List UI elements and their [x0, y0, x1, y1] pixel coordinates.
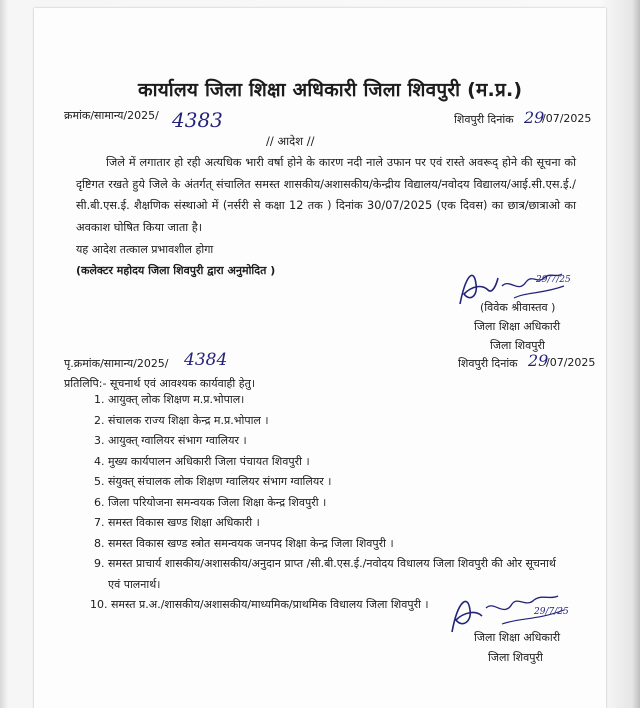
date-day-handwritten: 29 [524, 108, 545, 127]
signatory-name: (विवेक श्रीवास्तव ) [480, 301, 556, 314]
date-label: शिवपुरी दिनांक [454, 113, 514, 126]
order-paragraph: जिले में लगातार हो रही अत्यधिक भारी वर्षा होने के कारण नदी नाले उफान पर एवं रास्ते अवरूद् होने की सूचना को दृष्टिगत रखते हुये जिले के अंतर्गत् संचालित समस्त शासकीय/अशासकीय/केन्द्रीय विद्यालय/नवोदय विद्यालय/आई.सी.एस.ई./सी.बी.एस.ई. शैक्षणिक संस्थाओ में (नर्सरी से कक्षा 12 तक ) दिनांक 30/07/2025 (एक दिवस) का छात्र/छात्राओ का अवकाश घोषित किया जाता है। [76, 156, 576, 234]
date-rest: /07/2025 [542, 112, 592, 125]
list-item: 4. मुख्य कार्यपालन अधिकारी जिला पंचायत शिवपुरी । [94, 455, 310, 468]
list-item: 7. समस्त विकास खण्ड शिक्षा अधिकारी । [94, 516, 260, 529]
signatory-2-designation: जिला शिक्षा अधिकारी [474, 631, 561, 644]
list-item: 10. समस्त प्र.अ./शासकीय/अशासकीय/माध्यमिक/प्राथमिक विधालय जिला शिवपुरी । [90, 598, 429, 611]
list-item: 9. समस्त प्राचार्य शासकीय/अशासकीय/अनुदान प्राप्त /सी.बी.एस.ई./नवोदय विधालय जिला शिवपुरी की ओर सूचनार्थ [94, 557, 556, 570]
signature-date-day-handwritten: 29 [528, 351, 549, 370]
signature-date-rest: /07/2025 [546, 356, 596, 369]
list-item: 1. आयुक्त् लोक शिक्षण म.प्र.भोपाल। [94, 393, 245, 406]
endorsement-ref-prefix: पृ.क्रमांक/सामान्य/2025/ [64, 357, 169, 370]
svg-text:29/7/25: 29/7/25 [534, 607, 569, 617]
office-title: कार्यालय जिला शिक्षा अधिकारी जिला शिवपुरी (म.प्र.) [138, 79, 523, 101]
order-heading: // आदेश // [266, 134, 315, 148]
list-item: 6. जिला परियोजना समन्वयक जिला शिक्षा केन्द्र शिवपुरी । [94, 496, 327, 509]
reference-prefix: क्रमांक/सामान्य/2025/ [64, 109, 159, 122]
approval-line: (कलेक्टर महोदय जिला शिवपुरी द्वारा अनुमोदित ) [76, 264, 276, 277]
list-item: एवं पालनार्थ। [108, 578, 161, 591]
list-item: 2. संचालक राज्य शिक्षा केन्द्र म.प्र.भोपाल । [94, 414, 269, 427]
list-item: 3. आयुक्त् ग्वालियर संभाग ग्वालियर । [94, 434, 247, 447]
signatory-district: जिला शिवपुरी [490, 339, 545, 352]
signature-date-label: शिवपुरी दिनांक [458, 357, 518, 370]
copy-line: प्रतिलिपि:- सूचनार्थ एवं आवश्यक कार्यवाही हेतु। [64, 377, 256, 390]
list-item: 5. संयुक्त् संचालक लोक शिक्षण ग्वालियर संभाग ग्वालियर । [94, 475, 332, 488]
signatory-designation: जिला शिक्षा अधिकारी [474, 320, 561, 333]
list-item: 8. समस्त विकास खण्ड स्त्रोत समन्वयक जनपद शिक्षा केन्द्र जिला शिवपुरी । [94, 537, 394, 550]
effect-line: यह आदेश तत्काल प्रभावशील होगा [76, 243, 214, 256]
reference-number-handwritten: 4383 [172, 108, 223, 132]
svg-text:29/7/25: 29/7/25 [536, 275, 571, 285]
endorsement-ref-number-handwritten: 4384 [184, 350, 228, 370]
signatory-2-district: जिला शिवपुरी [488, 651, 543, 664]
